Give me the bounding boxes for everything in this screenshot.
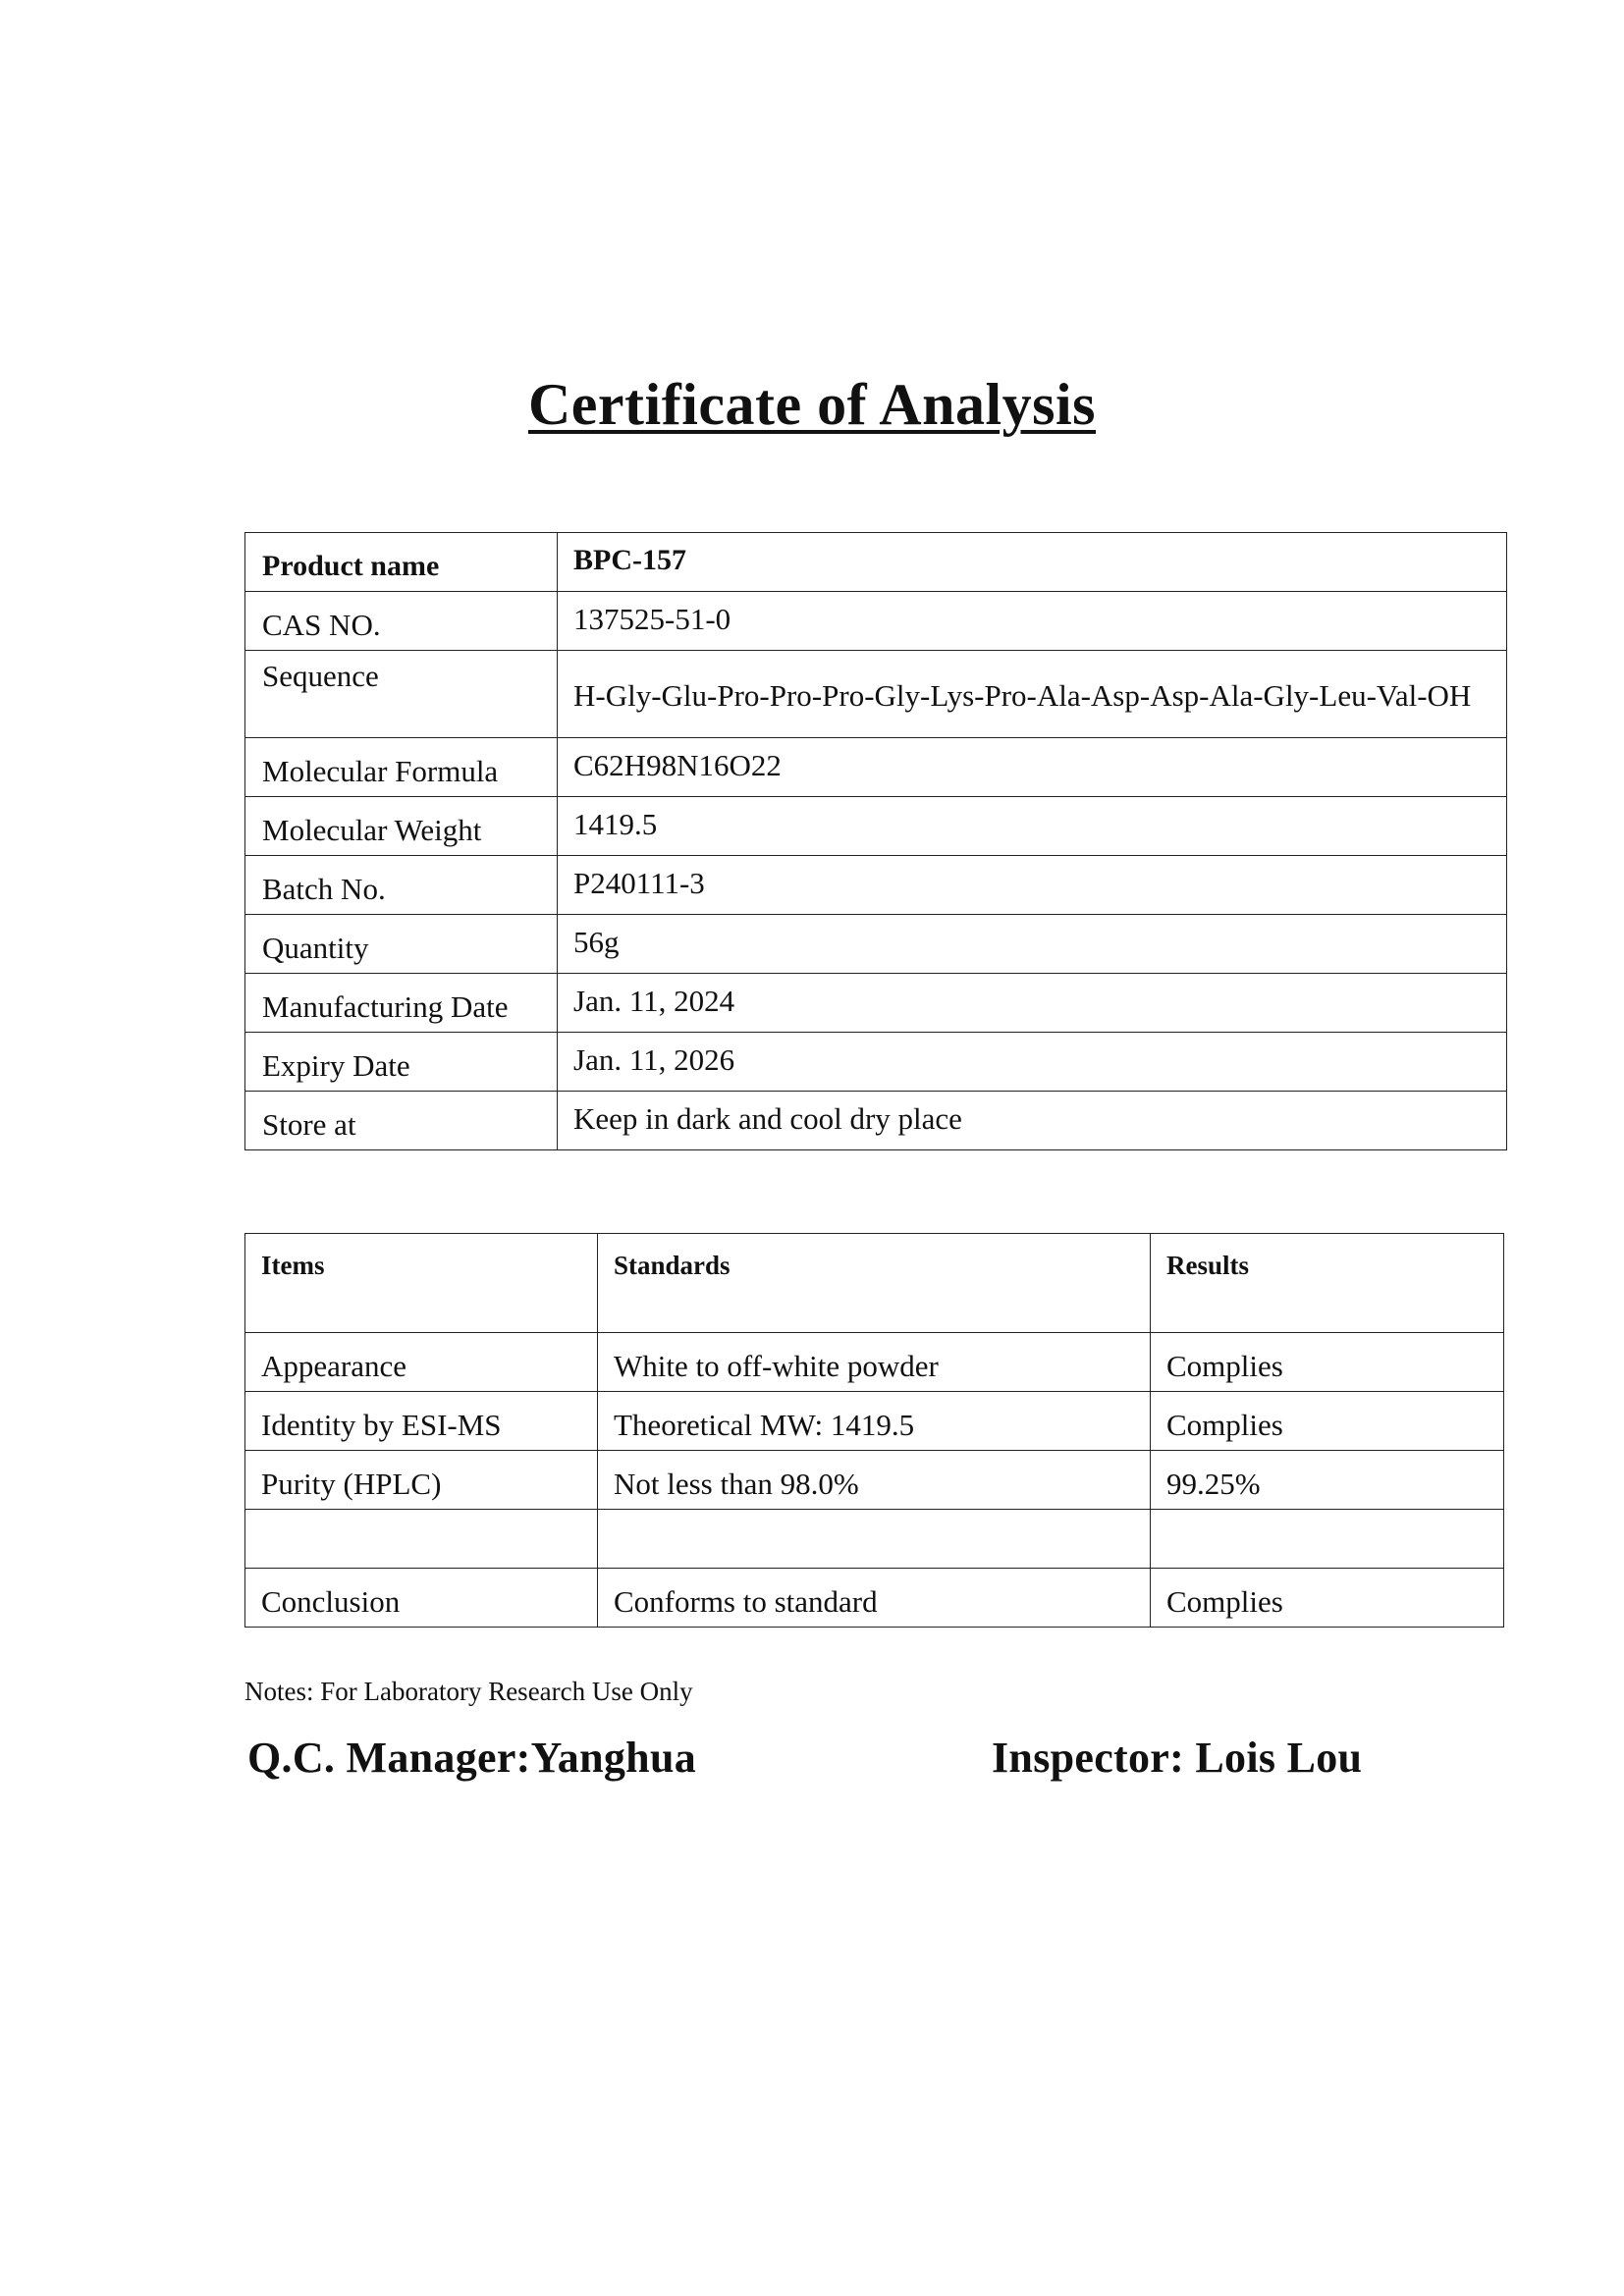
standard-cell: Conforms to standard (614, 1584, 878, 1619)
formula-value: C62H98N16O22 (573, 748, 782, 782)
value-cell (558, 797, 1507, 856)
items-header: Items (261, 1251, 325, 1280)
table-row (245, 1510, 1504, 1569)
notes-text: Notes: For Laboratory Research Use Only (244, 1677, 693, 1706)
value-cell (558, 1092, 1507, 1150)
table-cell (1151, 1333, 1504, 1392)
column-header (598, 1234, 1151, 1333)
batch-label: Batch No. (262, 872, 386, 906)
table-cell (598, 1451, 1151, 1510)
label-cell (245, 592, 558, 651)
standard-cell: Not less than 98.0% (614, 1467, 859, 1501)
label-cell (245, 797, 558, 856)
standard-cell: Theoretical MW: 1419.5 (614, 1408, 915, 1442)
item-cell: Identity by ESI-MS (261, 1408, 502, 1442)
store-label: Store at (262, 1107, 356, 1142)
table-cell (598, 1333, 1151, 1392)
qc-manager-signature: Q.C. Manager:Yanghua (247, 1734, 697, 1782)
standards-header: Standards (614, 1251, 731, 1280)
table-row (245, 1392, 1504, 1451)
expiry-date-label: Expiry Date (262, 1048, 410, 1083)
table-cell (598, 1569, 1151, 1628)
weight-label: Molecular Weight (262, 813, 482, 847)
label-cell (245, 533, 558, 592)
label-cell (245, 974, 558, 1033)
table-row (245, 797, 1507, 856)
expiry-date-value: Jan. 11, 2026 (573, 1042, 735, 1077)
table-cell (1151, 1392, 1504, 1451)
standard-cell: White to off-white powder (614, 1349, 939, 1383)
result-cell: Complies (1166, 1408, 1283, 1442)
document-title-text: Certificate of Analysis (527, 372, 1097, 437)
quantity-value: 56g (573, 925, 620, 959)
column-header (245, 1234, 598, 1333)
value-cell (558, 856, 1507, 915)
test-results-table (244, 1233, 1504, 1628)
table-cell (1151, 1569, 1504, 1628)
table-row (245, 856, 1507, 915)
result-cell: Complies (1166, 1349, 1283, 1383)
value-cell (558, 533, 1507, 592)
item-cell: Purity (HPLC) (261, 1467, 442, 1501)
label-cell (245, 1033, 558, 1092)
table-row (245, 533, 1507, 592)
item-cell (245, 1510, 597, 1525)
table-row (245, 1092, 1507, 1150)
results-header: Results (1166, 1251, 1250, 1280)
standard-cell (598, 1510, 1150, 1525)
table-row (245, 974, 1507, 1033)
result-cell: 99.25% (1166, 1467, 1261, 1501)
weight-value: 1419.5 (573, 807, 658, 841)
table-cell (245, 1569, 598, 1628)
product-name-value: BPC-157 (573, 544, 686, 576)
result-cell: Complies (1166, 1584, 1283, 1619)
value-cell (558, 915, 1507, 974)
table-cell (598, 1392, 1151, 1451)
table-row (245, 915, 1507, 974)
table-row (245, 651, 1507, 738)
table-row (245, 738, 1507, 797)
batch-value: P240111-3 (573, 866, 705, 900)
result-cell (1151, 1510, 1503, 1525)
table-row (245, 1569, 1504, 1628)
item-cell: Conclusion (261, 1584, 401, 1619)
document-title (0, 371, 1624, 439)
value-cell (558, 651, 1507, 738)
mfg-date-label: Manufacturing Date (262, 989, 509, 1024)
table-cell (245, 1510, 598, 1569)
table-cell (1151, 1510, 1504, 1569)
label-cell (245, 915, 558, 974)
label-cell (245, 1092, 558, 1150)
table-row (245, 1033, 1507, 1092)
table-cell (1151, 1451, 1504, 1510)
formula-label: Molecular Formula (262, 754, 499, 788)
label-cell (245, 738, 558, 797)
table-cell (598, 1510, 1151, 1569)
table-cell (245, 1451, 598, 1510)
table-row (245, 592, 1507, 651)
label-cell (245, 651, 558, 738)
value-cell (558, 974, 1507, 1033)
store-value: Keep in dark and cool dry place (573, 1101, 962, 1136)
table-cell (245, 1333, 598, 1392)
table-row (245, 1333, 1504, 1392)
value-cell (558, 738, 1507, 797)
cas-label: CAS NO. (262, 608, 381, 642)
product-name-label: Product name (262, 550, 440, 582)
cas-value: 137525-51-0 (573, 602, 731, 636)
sequence-label: Sequence (262, 659, 379, 693)
value-cell (558, 1033, 1507, 1092)
item-cell: Appearance (261, 1349, 407, 1383)
label-cell (245, 856, 558, 915)
value-cell (558, 592, 1507, 651)
inspector-signature: Inspector: Lois Lou (992, 1734, 1363, 1782)
sequence-value: H-Gly-Glu-Pro-Pro-Pro-Gly-Lys-Pro-Ala-Asp-Asp-Ala-Gly-Leu-Val-OH (573, 678, 1472, 713)
column-header (1151, 1234, 1504, 1333)
table-cell (245, 1392, 598, 1451)
product-info-table (244, 532, 1507, 1150)
table-row (245, 1451, 1504, 1510)
quantity-label: Quantity (262, 931, 369, 965)
table-header-row (245, 1234, 1504, 1333)
mfg-date-value: Jan. 11, 2024 (573, 984, 735, 1018)
